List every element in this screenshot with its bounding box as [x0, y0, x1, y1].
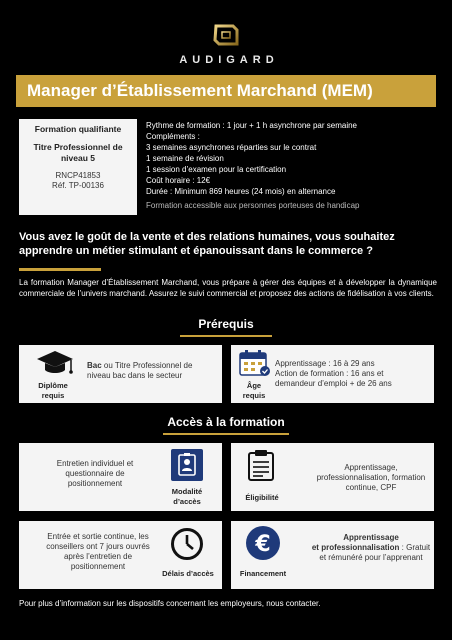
delais-label: Délais d’accès — [162, 569, 214, 578]
prerequis-underline — [180, 335, 272, 337]
detail-line: 1 semaine de révision — [146, 154, 224, 163]
svg-text:€: € — [255, 532, 271, 557]
diplome-text-rest: ou Titre Professionnel de niveau bac dans le secteur — [87, 361, 193, 380]
clipboard-icon — [247, 449, 275, 481]
brand-name: AUDIGARD — [179, 54, 279, 66]
detail-line: Durée : Minimum 869 heures (24 mois) en alternance — [146, 187, 336, 196]
diplome-text-bold: Bac — [87, 361, 102, 370]
intro-question: Vous avez le goût de la vente et des relations humaines, vous souhaitez apprendre un métier stimulant et épanouissant dans le commerce ? — [19, 231, 395, 257]
age-text — [275, 359, 431, 389]
age-line: Apprentissage : 16 à 29 ans — [275, 359, 375, 368]
clock-icon — [170, 527, 204, 561]
prerequis-title: Prérequis — [198, 317, 254, 331]
age-label-line1: Âge — [246, 381, 262, 390]
age-line: Action de formation : 16 ans et — [275, 369, 384, 378]
qualification-title-line1: Titre Professionnel de — [33, 142, 123, 152]
training-details — [146, 120, 446, 211]
financement-rest: : Gratuit et rémunéré pour l’apprenant — [319, 543, 431, 562]
diplome-text — [87, 361, 213, 381]
diplome-label-line1: Diplôme — [38, 381, 68, 390]
brand-logo — [0, 24, 452, 66]
age-line: demandeur d’emploi + de 26 ans — [275, 379, 392, 388]
entretien-text: Entretien individuel et questionnaire de positionnement — [56, 459, 134, 488]
financement-bold2: et professionnalisation — [311, 543, 400, 552]
eligibilite-card — [231, 443, 434, 511]
footer-note: Pour plus d’information sur les dispositifs concernant les employeurs, nous contacter. — [19, 599, 321, 608]
rncp-code: RNCP41853 — [55, 171, 101, 180]
ref-code: Réf. TP-00136 — [52, 181, 104, 190]
detail-line: 3 semaines asynchrones réparties sur le contrat — [146, 143, 317, 152]
age-card — [231, 345, 434, 403]
logo-mark-icon — [213, 24, 239, 46]
eligibilite-text: Apprentissage, professionnalisation, formation continue, CPF — [316, 463, 426, 492]
detail-line: 1 session d’examen pour la certification — [146, 165, 287, 174]
euro-icon — [245, 525, 281, 561]
eligibilite-label: Éligibilité — [245, 493, 279, 502]
modalite-card — [19, 443, 222, 511]
financement-text — [311, 533, 431, 563]
diplome-card — [19, 345, 222, 403]
modalite-label-line2: d’accès — [173, 497, 201, 506]
financement-bold1: Apprentissage — [343, 533, 399, 542]
acces-underline — [163, 433, 289, 435]
financement-card — [231, 521, 434, 589]
modalite-label — [159, 487, 215, 507]
financement-label: Financement — [239, 569, 287, 578]
detail-line: Compléments : — [146, 132, 200, 141]
intro-description: La formation Manager d’Établissement Marchand, vous prépare à gérer des équipes et à développer la dynamique commerciale de l’univers marchand. Assurez le suivi commercial et proposez des actions de fidélisation à vos clients. — [19, 278, 437, 298]
diplome-label — [33, 381, 73, 401]
graduation-cap-icon — [35, 349, 75, 377]
page-title: Manager d’Établissement Marchand (MEM) — [16, 75, 436, 107]
qualification-heading: Formation qualifiante — [34, 124, 122, 134]
modalite-label-line1: Modalité — [171, 487, 203, 496]
qualification-box — [19, 119, 137, 215]
delais-card — [19, 521, 222, 589]
detail-line: Coût horaire : 12€ — [146, 176, 211, 185]
age-label — [235, 381, 273, 401]
accessibility-note: Formation accessible aux personnes porteuses de handicap — [146, 201, 360, 210]
calendar-icon — [239, 349, 271, 377]
acces-title: Accès à la formation — [167, 415, 285, 429]
age-label-line2: requis — [242, 391, 266, 400]
entree-text: Entrée et sortie continue, les conseillers ont 7 jours ouvrés après l’entretien de positionnement — [46, 532, 150, 571]
qualification-title — [23, 142, 133, 164]
qualification-title-line2: niveau 5 — [60, 153, 96, 163]
badge-id-icon — [171, 449, 203, 481]
gold-divider — [19, 268, 101, 271]
diplome-label-line2: requis — [41, 391, 65, 400]
detail-line: Rythme de formation : 1 jour + 1 h asynchrone par semaine — [146, 121, 357, 130]
